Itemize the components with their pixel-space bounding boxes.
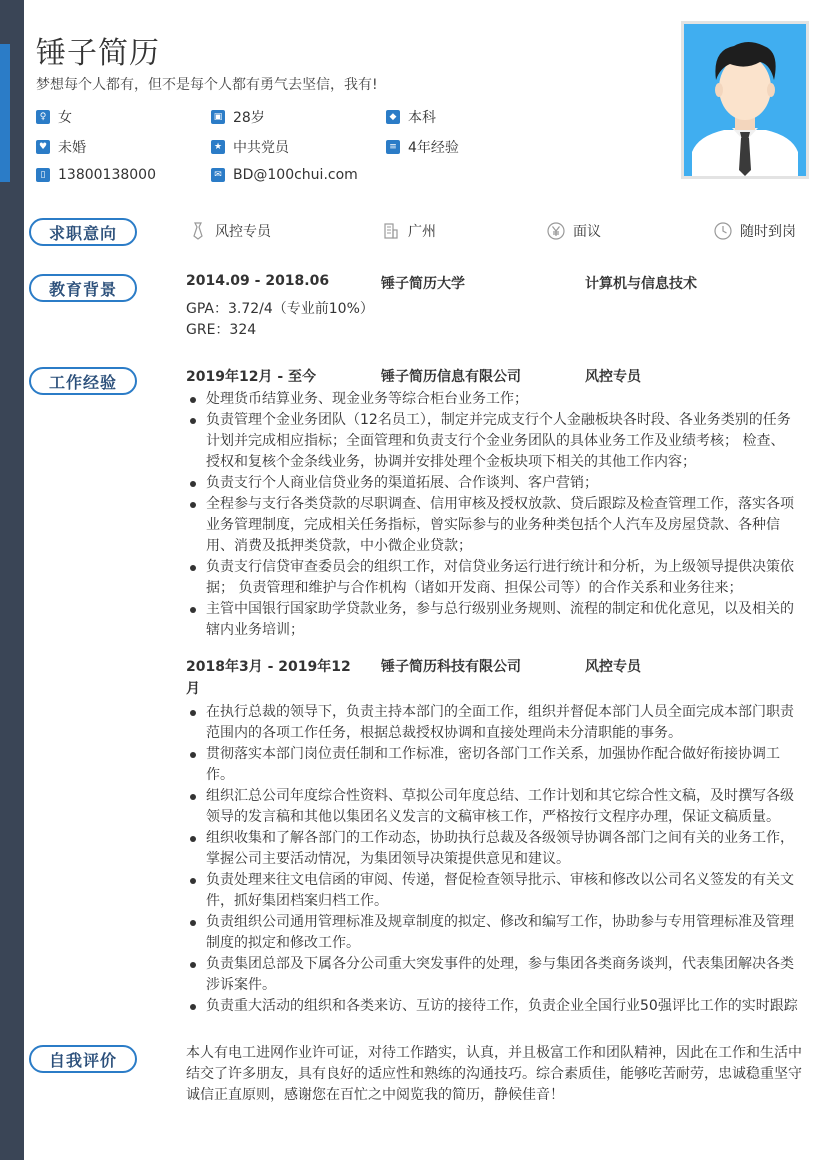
resume-motto: 梦想每个人都有，但不是每个人都有勇气去坚信，我有!	[36, 77, 378, 93]
gender-icon: ♀	[36, 110, 50, 124]
resume-name: 锤子简历	[36, 36, 160, 71]
intent-position	[189, 221, 271, 241]
marital-icon: ♥	[36, 140, 50, 154]
section-title-self: 自我评价	[29, 1045, 137, 1073]
self-evaluation-text: 本人有电工进网作业许可证，对待工作踏实，认真，并且极富工作和团队精神，因此在工作和生活中结交了许多朋友，具有良好的适应性和熟练的沟通技巧。综合素质佳，能够吃苦耐劳，忠诚稳重坚守诚信正直原则，感谢您在百忙之中阅览我的简历，静候佳音！	[186, 1045, 802, 1103]
left-accent-bar	[0, 44, 10, 182]
work-1-duty: 处理货币结算业务、现金业务等综合柜台业务工作；	[186, 389, 798, 410]
work-1-company: 锤子简历信息有限公司	[381, 369, 521, 385]
yen-icon	[547, 222, 565, 240]
work-2-duties	[186, 702, 798, 1017]
work-2-duty: 负责处理来往文电信函的审阅、传递，督促检查领导批示、审核和修改以公司名义签发的有关文件，抓好集团档案归档工作。	[186, 870, 798, 912]
education-gre: GRE：324	[186, 322, 257, 338]
work-2-duty: 在执行总裁的领导下，负责主持本部门的全面工作，组织并督促本部门人员全面完成本部门职责范围内的各项工作任务，根据总裁授权协调和直接处理尚未分清职能的事务。	[186, 702, 798, 744]
education-major: 计算机与信息技术	[585, 276, 697, 292]
work-2-duty: 负责集团总部及下属各分公司重大突发事件的处理，参与集团各类商务谈判，代表集团解决各类涉诉案件。	[186, 954, 798, 996]
clock-icon	[714, 222, 732, 240]
work-2-period: 2018年3月 - 2019年12月	[186, 659, 351, 697]
info-marital-value: 未婚	[58, 140, 86, 156]
education-period: 2014.09 - 2018.06	[186, 273, 330, 289]
section-title-work: 工作经验	[29, 367, 137, 395]
work-1-duty: 负责支行个人商业信贷业务的渠道拓展、合作谈判、客户营销；	[186, 473, 798, 494]
tie-icon	[189, 222, 207, 240]
work-2-duty: 负责重大活动的组织和各类来访、互访的接待工作，负责企业全国行业50强评比工作的实时跟踪	[186, 996, 798, 1017]
intent-salary-value: 面议	[573, 224, 601, 240]
info-experience-value: 4年经验	[408, 140, 459, 156]
work-2-company: 锤子简历科技有限公司	[381, 659, 521, 675]
info-email-value: BD@100chui.com	[233, 167, 358, 183]
info-phone-value: 13800138000	[58, 167, 156, 183]
work-2-title: 风控专员	[585, 659, 641, 675]
email-icon: ✉	[211, 168, 225, 182]
info-degree-value: 本科	[408, 110, 436, 126]
intent-city	[382, 221, 436, 241]
info-experience	[386, 137, 459, 157]
intent-city-value: 广州	[408, 224, 436, 240]
info-phone	[36, 167, 156, 183]
avatar-photo	[681, 21, 809, 179]
work-1-title: 风控专员	[585, 369, 641, 385]
avatar-illustration	[684, 24, 806, 176]
info-gender-value: 女	[58, 110, 72, 126]
work-1-duties	[186, 389, 798, 641]
phone-icon: ▯	[36, 168, 50, 182]
degree-icon: ◆	[386, 110, 400, 124]
work-2-duty: 组织收集和了解各部门的工作动态，协助执行总裁及各级领导协调各部门之间有关的业务工作，掌握公司主要活动情况，为集团领导决策提供意见和建议。	[186, 828, 798, 870]
work-1-duty: 全程参与支行各类贷款的尽职调查、信用审核及授权放款、贷后跟踪及检查管理工作，落实各项业务管理制度，完成相关任务指标，曾实际参与的业务种类包括个人汽车及房屋贷款、各种信用、消费及抵押类贷款，中小微企业贷款；	[186, 494, 798, 557]
info-party-value: 中共党员	[233, 140, 289, 156]
info-age-value: 28岁	[233, 110, 265, 126]
work-1-period: 2019年12月 - 至今	[186, 369, 317, 385]
work-2-duty: 组织汇总公司年度综合性资料、草拟公司年度总结、工作计划和其它综合性文稿，及时撰写各级领导的发言稿和其他以集团名义发言的文稿审核工作，严格按行文程序办理，保证文稿质量。	[186, 786, 798, 828]
work-1-duty: 负责支行信贷审查委员会的组织工作，对信贷业务运行进行统计和分析，为上级领导提供决策依据； 负责管理和维护与合作机构（诸如开发商、担保公司等）的合作关系和业务往来；	[186, 557, 798, 599]
work-2-duty: 负责组织公司通用管理标准及规章制度的拟定、修改和编写工作，协助参与专用管理标准及管理制度的拟定和修改工作。	[186, 912, 798, 954]
intent-arrival-value: 随时到岗	[740, 224, 796, 240]
section-title-intent: 求职意向	[29, 218, 137, 246]
info-marital	[36, 137, 86, 157]
age-icon: ▣	[211, 110, 225, 124]
info-gender	[36, 107, 72, 127]
info-party	[211, 137, 289, 157]
building-icon	[382, 222, 400, 240]
info-email	[211, 167, 358, 183]
work-1-duty: 主管中国银行国家助学贷款业务，参与总行级别业务规则、流程的制定和优化意见，以及相关的辖内业务培训；	[186, 599, 798, 641]
section-title-education: 教育背景	[29, 274, 137, 302]
experience-icon: ≡	[386, 140, 400, 154]
intent-salary	[547, 221, 601, 241]
intent-arrival	[714, 221, 796, 241]
intent-position-value: 风控专员	[215, 224, 271, 240]
work-1-duty: 负责管理个金业务团队（12名员工），制定并完成支行个人金融板块各时段、各业务类别的任务计划并完成相应指标；全面管理和负责支行个金业务团队的具体业务工作及业绩考核； 检查、授权和复核个金条线业务，协调并安排处理个金板块项下相关的其他工作内容；	[186, 410, 798, 473]
party-icon: ★	[211, 140, 225, 154]
work-2-duty: 贯彻落实本部门岗位责任制和工作标准，密切各部门工作关系，加强协作配合做好衔接协调工作。	[186, 744, 798, 786]
education-gpa: GPA：3.72/4（专业前10%）	[186, 301, 374, 317]
info-degree	[386, 107, 436, 127]
education-school: 锤子简历大学	[381, 276, 465, 292]
info-age	[211, 107, 265, 127]
